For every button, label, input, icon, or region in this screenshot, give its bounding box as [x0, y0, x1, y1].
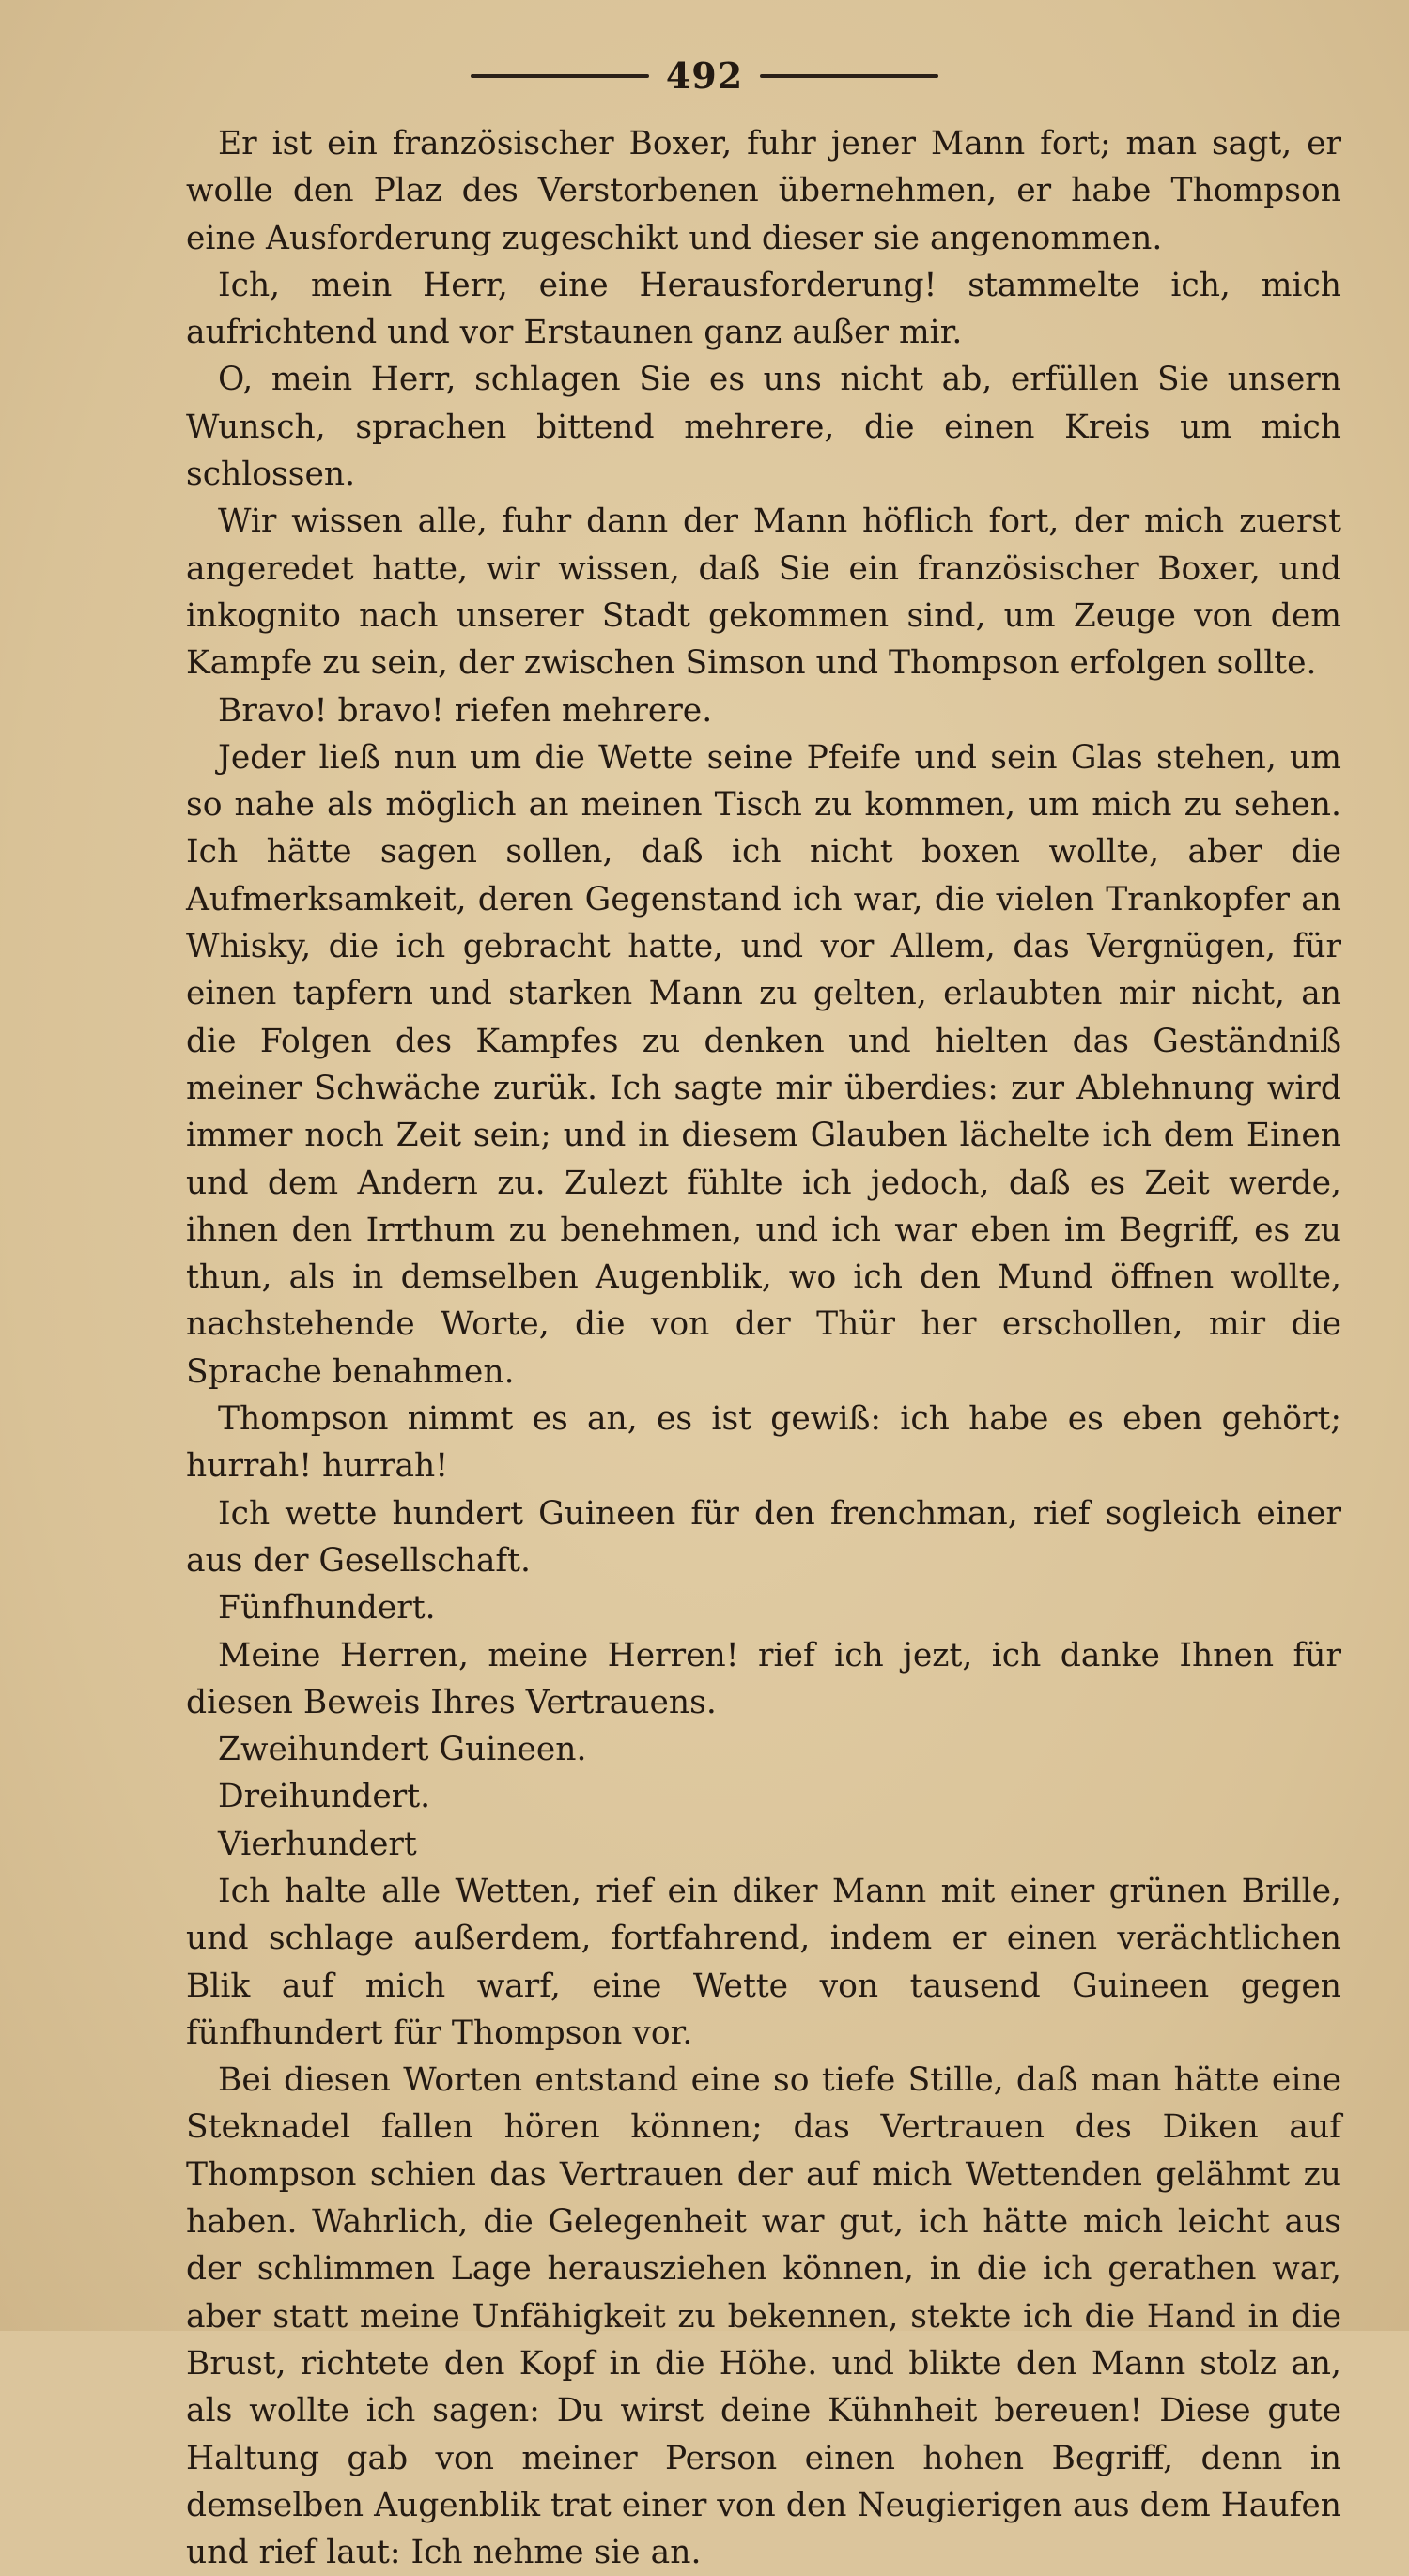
paragraph: Ich wette hundert Guineen für den frenchman, rief sogleich einer aus der Gesellschaft.	[186, 1494, 1341, 1580]
paragraph: Bei diesen Worten entstand eine so tiefe Stille, daß man hätte eine Steknadel fallen hören können; das Vertrauen des Diken auf Thompson schien das Vertrauen der auf mich Wettenden gelähmt zu haben. Wahrlich, die Gelegenheit war gut, ich hätte mich leicht aus der schlimmen Lage herausziehen können, in die ich gerathen war, aber statt meine Unfähigkeit zu bekennen, stekte ich die Hand in die Brust, richtete den Kopf in die Höhe. und blikte den Mann stolz an, als wollte ich sagen: Du wirst deine Kühnheit bereuen! Diese gute Haltung gab von meiner Person einen hohen Begriff, denn in demselben Augenblik trat einer von den Neugierigen aus dem Haufen und rief laut: Ich nehme sie an.	[186, 2061, 1341, 2572]
header-rule-left	[471, 74, 649, 78]
paragraph: Zweihundert Guineen.	[218, 1731, 587, 1769]
header-rule-right	[760, 74, 938, 78]
paragraph: O, mein Herr, schlagen Sie es uns nicht ab, erfüllen Sie unsern Wunsch, sprachen bittend mehrere, die einen Kreis um mich schlossen.	[186, 361, 1341, 494]
paragraph: Dreihundert.	[218, 1778, 431, 1816]
paragraph: Er ist ein französischer Boxer, fuhr jener Mann fort; man sagt, er wolle den Plaz des Verstorbenen übernehmen, er habe Thompson eine Ausforderung zugeschikt und dieser sie angenommen.	[186, 125, 1341, 257]
page-number: 492	[665, 54, 744, 97]
paragraph: Ich, mein Herr, eine Herausforderung! stammelte ich, mich aufrichtend und vor Erstaunen ganz außer mir.	[186, 266, 1341, 352]
body-text	[186, 120, 1341, 2576]
paragraph: Fünfhundert.	[218, 1589, 436, 1627]
paragraph: Vierhundert	[218, 1825, 417, 1863]
paragraph: Ich halte alle Wetten, rief ein diker Mann mit einer grünen Brille, und schlage außerdem, fortfahrend, indem er einen verächtlichen Blik auf mich warf, eine Wette von tausend Guineen gegen fünfhundert für Thompson vor.	[186, 1872, 1341, 2052]
paragraph: Thompson nimmt es an, es ist gewiß: ich habe es eben gehört; hurrah! hurrah!	[186, 1400, 1341, 1486]
paragraph: Wir wissen alle, fuhr dann der Mann höflich fort, der mich zuerst angeredet hatte, wir wissen, daß Sie ein französischer Boxer, und inkognito nach unserer Stadt gekommen sind, um Zeuge von dem Kampfe zu sein, der zwischen Simson und Thompson erfolgen sollte.	[186, 502, 1341, 683]
paragraph: Meine Herren, meine Herren! rief ich jezt, ich danke Ihnen für diesen Beweis Ihres Vertrauens.	[186, 1636, 1341, 1721]
page-header	[0, 54, 1409, 97]
paragraph: Bravo! bravo! riefen mehrere.	[218, 691, 713, 730]
paragraph: Jeder ließ nun um die Wette seine Pfeife und sein Glas stehen, um so nahe als möglich an meinen Tisch zu kommen, um mich zu sehen. Ich hätte sagen sollen, daß ich nicht boxen wollte, aber die Aufmerksamkeit, deren Gegenstand ich war, die vielen Trankopfer an Whisky, die ich gebracht hatte, und vor Allem, das Vergnügen, für einen tapfern und starken Mann zu gelten, erlaubten mir nicht, an die Folgen des Kampfes zu denken und hielten das Geständniß meiner Schwäche zurük. Ich sagte mir überdies: zur Ablehnung wird immer noch Zeit sein; und in diesem Glauben lächelte ich dem Einen und dem Andern zu. Zulezt fühlte ich jedoch, daß es Zeit werde, ihnen den Irrthum zu benehmen, und ich war eben im Begriff, es zu thun, als in demselben Augenblik, wo ich den Mund öffnen wollte, nachstehende Worte, die von der Thür her erschollen, mir die Sprache benahmen.	[186, 738, 1341, 1391]
